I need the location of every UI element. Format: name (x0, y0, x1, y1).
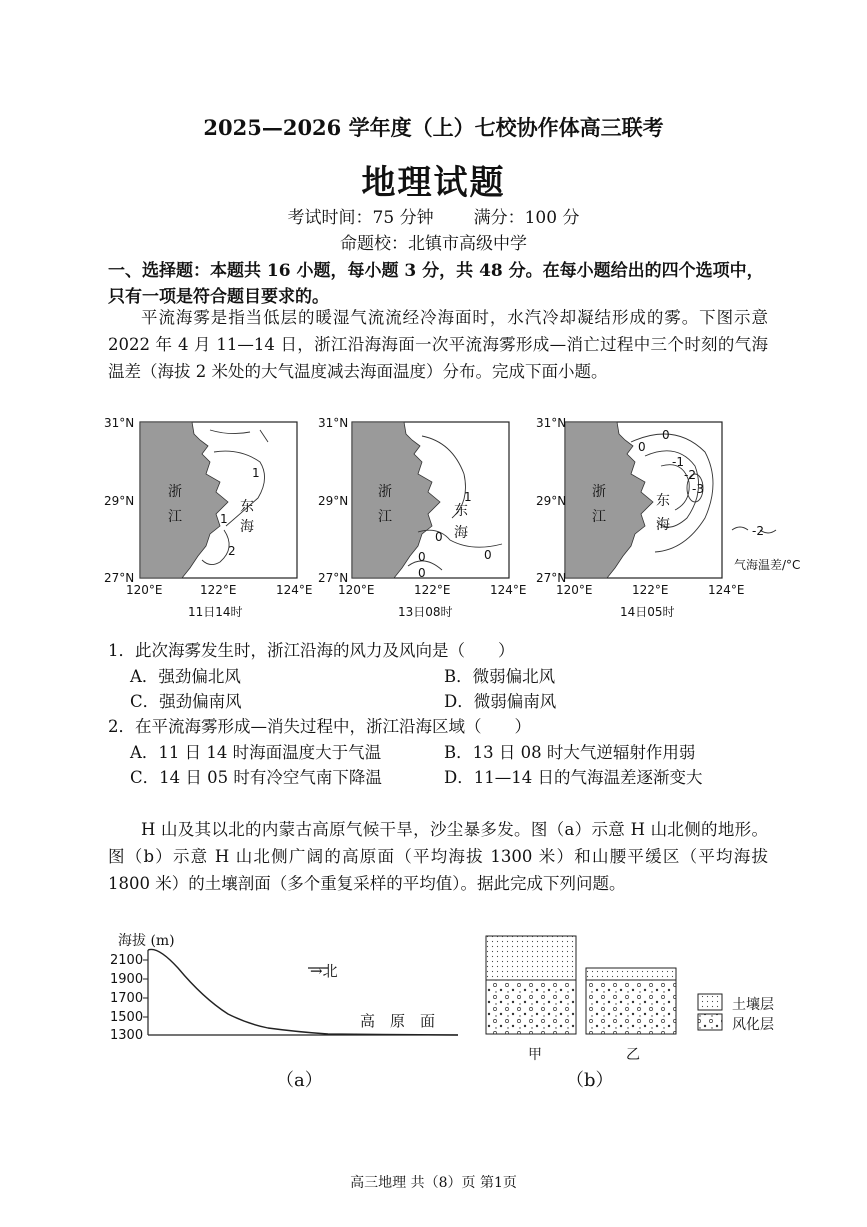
province-char-2-map2: 江 (378, 509, 392, 525)
lat-29-map3: 29°N (536, 494, 567, 508)
y-tick-2100: 2100 (110, 953, 144, 968)
y-tick-1700: 1700 (110, 991, 144, 1006)
map-caption-1: 11日14时 (188, 605, 243, 619)
exam-info (0, 203, 867, 228)
lon-122-map1: 122°E (200, 583, 237, 597)
map3-contour-label-5: 0 (638, 440, 646, 454)
legend-label: 气海温差/°C (734, 558, 801, 572)
map1-contour-label-2: 2 (228, 544, 236, 558)
col-jia-weathered-layer (486, 980, 576, 1034)
province-char-1-map3: 浙 (592, 484, 606, 500)
map2-contour-label-2: 0 (435, 530, 443, 544)
col-yi-soil-layer (586, 968, 676, 980)
q2-option-a: A．11 日 14 时海面温度大于气温 (130, 743, 382, 762)
map2-contour-label-4: 0 (484, 548, 492, 562)
lat-27-map3: 27°N (536, 571, 567, 585)
sea-char-1-map2: 东 (454, 503, 468, 519)
lon-120-map3: 120°E (556, 583, 593, 597)
y-tick-1300: 1300 (110, 1028, 144, 1043)
province-char-1-map2: 浙 (378, 484, 392, 500)
lat-29-map2: 29°N (318, 494, 349, 508)
page-footer: 高三地理 共（8）页 第1页 (350, 1175, 517, 1191)
q2-option-c: C．14 日 05 时有冷空气南下降温 (130, 768, 382, 787)
lat-31-map2: 31°N (318, 416, 349, 430)
col-jia-label: 甲 (528, 1047, 542, 1063)
col-jia-soil-layer (486, 936, 576, 980)
col-yi-weathered-layer (586, 980, 676, 1034)
map2-contour-label-3: 0 (418, 550, 426, 564)
score-label: 满分：100 分 (473, 208, 580, 228)
legend-weathered-label: 风化层 (732, 1017, 774, 1033)
sea-char-2-map3: 海 (656, 517, 670, 533)
col-yi-label: 乙 (626, 1047, 640, 1063)
lon-122-map3: 122°E (632, 583, 669, 597)
subject-title: 地理试题 (361, 163, 506, 203)
map3-contour-label-1: 0 (662, 428, 670, 442)
time-label: 考试时间：75 分钟 (287, 208, 434, 228)
exam-title: 2025—2026 学年度（上）七校协作体高三联考 (203, 115, 664, 140)
lon-122-map2: 122°E (414, 583, 451, 597)
passage-2: H 山及其以北的内蒙古高原气候干旱，沙尘暴多发。图（a）示意 H 山北侧的地形。图（b）示意 H 山北侧广阔的高原面（平均海拔 1300 米）和山腰平缓区（平均海拔 1800 米）的土壤剖面（多个重复采样的平均值）。据此完成下列问题。 (108, 820, 768, 893)
map3-contour-label-4: -3 (692, 482, 704, 496)
lon-124-map3: 124°E (708, 583, 745, 597)
q2-stem: 2．在平流海雾形成—消失过程中，浙江沿海区域（ ） (108, 717, 531, 736)
legend-soil-swatch (698, 994, 722, 1010)
map2-contour-label-5: 0 (418, 566, 426, 580)
legend-weathered-swatch (698, 1014, 722, 1030)
y-tick-1500: 1500 (110, 1010, 144, 1025)
q2-option-b: B．13 日 08 时大气逆辐射作用弱 (444, 743, 696, 762)
map3-contour-label-3: -2 (684, 468, 696, 482)
lat-29-map1: 29°N (104, 494, 135, 508)
lat-31-map1: 31°N (104, 416, 135, 430)
map-1 (140, 422, 297, 578)
map-caption-2: 13日08时 (398, 605, 453, 619)
province-char-2: 江 (168, 509, 182, 525)
q1-option-d: D．微弱偏南风 (444, 692, 557, 711)
province-char-2-map3: 江 (592, 509, 606, 525)
figure-a-caption: （a） (276, 1070, 323, 1091)
lon-120-map1: 120°E (126, 583, 163, 597)
map2-contour-label-1: 1 (464, 490, 472, 504)
sea-char-1-map3: 东 (656, 493, 670, 509)
sea-char-2-map2: 海 (454, 525, 468, 541)
province-char-1: 浙 (168, 484, 182, 500)
lon-124-map2: 124°E (490, 583, 527, 597)
q1-option-c: C．强劲偏南风 (130, 692, 242, 711)
sea-char-1: 东 (240, 499, 254, 515)
north-label: →北 (310, 962, 338, 980)
map1-contour-label-3: 1 (220, 512, 228, 526)
figure-b-caption: （b） (566, 1070, 614, 1091)
lon-124-map1: 124°E (276, 583, 313, 597)
passage-1: 平流海雾是指当低层的暖湿气流流经冷海面时，水汽冷却凝结形成的雾。下图示意 2022 年 4 月 11—14 日，浙江沿海海面一次平流海雾形成—消亡过程中三个时刻的气海温差（海拔 2 米处的大气温度减去海面温度）分布。完成下面小题。 (108, 308, 768, 381)
lat-27-map1: 27°N (104, 571, 135, 585)
sea-char-2: 海 (240, 519, 254, 535)
map1-contour-label-1: 1 (252, 466, 260, 480)
legend-value: -2 (752, 524, 764, 538)
lat-27-map2: 27°N (318, 571, 349, 585)
y-tick-1900: 1900 (110, 972, 144, 987)
school-label: 命题校：北镇市高级中学 (340, 234, 527, 254)
section-heading: 一、选择题：本题共 16 小题，每小题 3 分，共 48 分。在每小题给出的四个选项中，只有一项是符合题目要求的。 (108, 261, 764, 307)
q2-option-d: D．11—14 日的气海温差逐渐变大 (444, 768, 703, 787)
legend-soil-label: 土壤层 (732, 997, 774, 1013)
map-caption-3: 14日05时 (620, 605, 675, 619)
q1-option-a: A．强劲偏北风 (130, 667, 241, 686)
lat-31-map3: 31°N (536, 416, 567, 430)
plain-label: 高 原 面 (360, 1012, 436, 1030)
figure-a-y-label: 海拔 (m) (118, 933, 175, 949)
q1-option-b: B．微弱偏北风 (444, 667, 556, 686)
q1-stem: 1．此次海雾发生时，浙江沿海的风力及风向是（ ） (108, 641, 515, 660)
map3-contour-label-2: -1 (672, 455, 684, 469)
lon-120-map2: 120°E (338, 583, 375, 597)
